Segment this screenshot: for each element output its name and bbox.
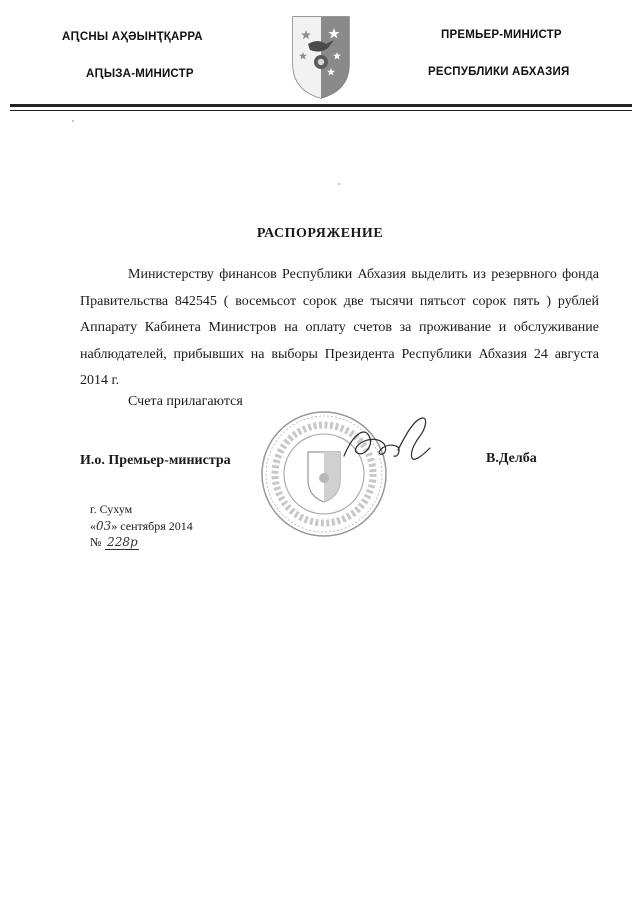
document-body: Министерству финансов Республики Абхазия выделить из резервного фонда Правительства 842545 ( восемьсот сорок две тысячи пятьсот сорок пять ) рублей Аппарату Кабинета Министров на оплату счетов за проживание и обслуживание наблюдателей, прибывших на выборы Президента Республики Абхазия 24 августа 2014 г. [80, 267, 599, 388]
number-prefix: № [90, 535, 102, 549]
date-close-quote: » [111, 519, 118, 533]
issue-place: г. Сухум [90, 502, 133, 516]
abkhazia-coat-of-arms-icon [290, 14, 352, 100]
signatory-name: В.Делба [486, 451, 537, 466]
signatory-position: И.о. Премьер-министра [80, 453, 231, 468]
header-right-line2: РЕСПУБЛИКИ АБХАЗИЯ [428, 66, 570, 78]
number-handwritten: 228р [107, 535, 138, 549]
handwritten-signature-icon [340, 412, 436, 472]
issue-date [90, 519, 193, 534]
scan-speck [72, 120, 74, 122]
attachment-note: Счета прилагаются [128, 394, 243, 409]
scan-speck [338, 183, 340, 185]
header-left-line2: АԤЫЗА-МИНИСТР [86, 68, 194, 80]
header-divider-thin [10, 110, 632, 111]
date-open-quote: « [90, 519, 96, 533]
date-month-year: сентября 2014 [120, 519, 193, 533]
document-number [90, 535, 139, 550]
date-day-handwritten: 03 [96, 519, 112, 533]
document-title: РАСПОРЯЖЕНИЕ [256, 226, 384, 241]
header-divider-thick [10, 104, 632, 107]
header-left-line1: АԤСНЫ АҲӘЫНҬҚАРРА [62, 31, 203, 43]
header-right-line1: ПРЕМЬЕР-МИНИСТР [441, 29, 562, 41]
